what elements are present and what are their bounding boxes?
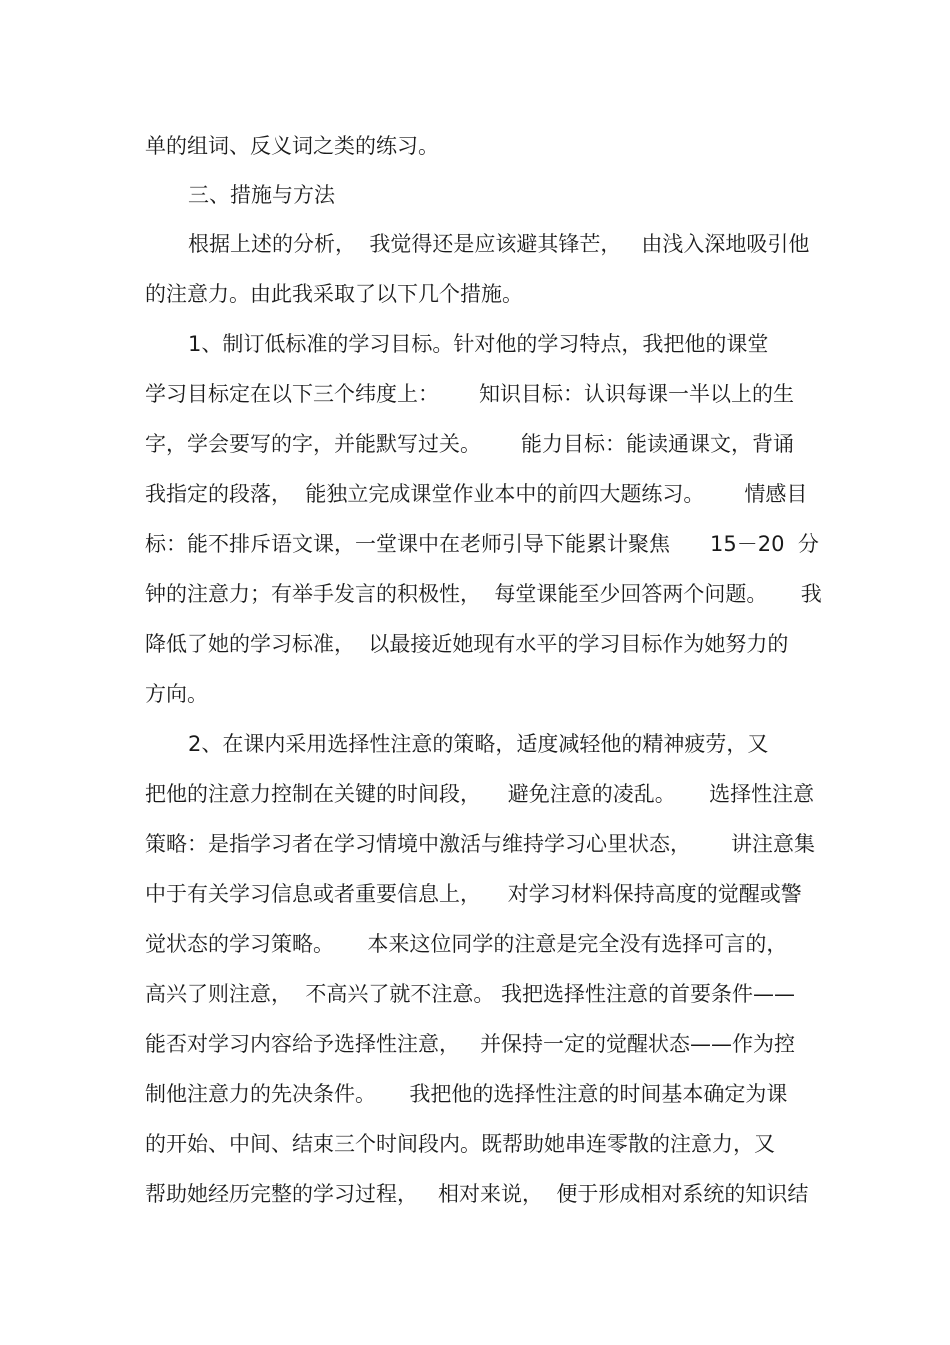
text-line: 觉状态的学习策略。 本来这位同学的注意是完全没有选择可言的， <box>145 932 788 956</box>
text-line: 高兴了则注意， 不高兴了就不注意。 我把选择性注意的首要条件—— <box>145 982 796 1006</box>
text-line: 把他的注意力控制在关键的时间段， 避免注意的凌乱。 选择性注意 <box>145 782 815 806</box>
text-line: 钟的注意力；有举手发言的积极性， 每堂课能至少回答两个问题。 我 <box>145 582 822 606</box>
text-line: 的注意力。由此我采取了以下几个措施。 <box>145 282 523 306</box>
text-line: 制他注意力的先决条件。 我把他的选择性注意的时间基本确定为课 <box>145 1082 788 1106</box>
text-line: 2、在课内采用选择性注意的策略，适度减轻他的精神疲劳，又 <box>188 732 769 756</box>
text-line: 根据上述的分析， 我觉得还是应该避其锋芒， 由浅入深地吸引他 <box>188 232 810 256</box>
text-line: 字，学会要写的字，并能默写过关。 能力目标：能读通课文，背诵 <box>145 432 795 456</box>
text-line: 我指定的段落， 能独立完成课堂作业本中的前四大题练习。 情感目 <box>145 482 808 506</box>
text-line: 能否对学习内容给予选择性注意， 并保持一定的觉醒状态——作为控 <box>145 1032 796 1056</box>
text-line: 学习目标定在以下三个纬度上： 知识目标：认识每课一半以上的生 <box>145 382 795 406</box>
text-line: 单的组词、反义词之类的练习。 <box>145 134 439 158</box>
text-line: 标：能不排斥语文课，一堂课中在老师引导下能累计聚焦 15－20 分 <box>145 532 819 556</box>
text-line: 中于有关学习信息或者重要信息上， 对学习材料保持高度的觉醒或警 <box>145 882 802 906</box>
section-heading: 三、措施与方法 <box>188 183 335 207</box>
text-line: 1、制订低标准的学习目标。针对他的学习特点，我把他的课堂 <box>188 332 769 356</box>
text-line: 的开始、中间、结束三个时间段内。既帮助她串连零散的注意力，又 <box>145 1132 775 1156</box>
text-line: 方向。 <box>145 682 208 706</box>
text-line: 帮助她经历完整的学习过程， 相对来说， 便于形成相对系统的知识结 <box>145 1182 809 1206</box>
text-line: 降低了她的学习标准， 以最接近她现有水平的学习目标作为她努力的 <box>145 632 789 656</box>
text-line: 策略：是指学习者在学习情境中激活与维持学习心里状态， 讲注意集 <box>145 832 816 856</box>
